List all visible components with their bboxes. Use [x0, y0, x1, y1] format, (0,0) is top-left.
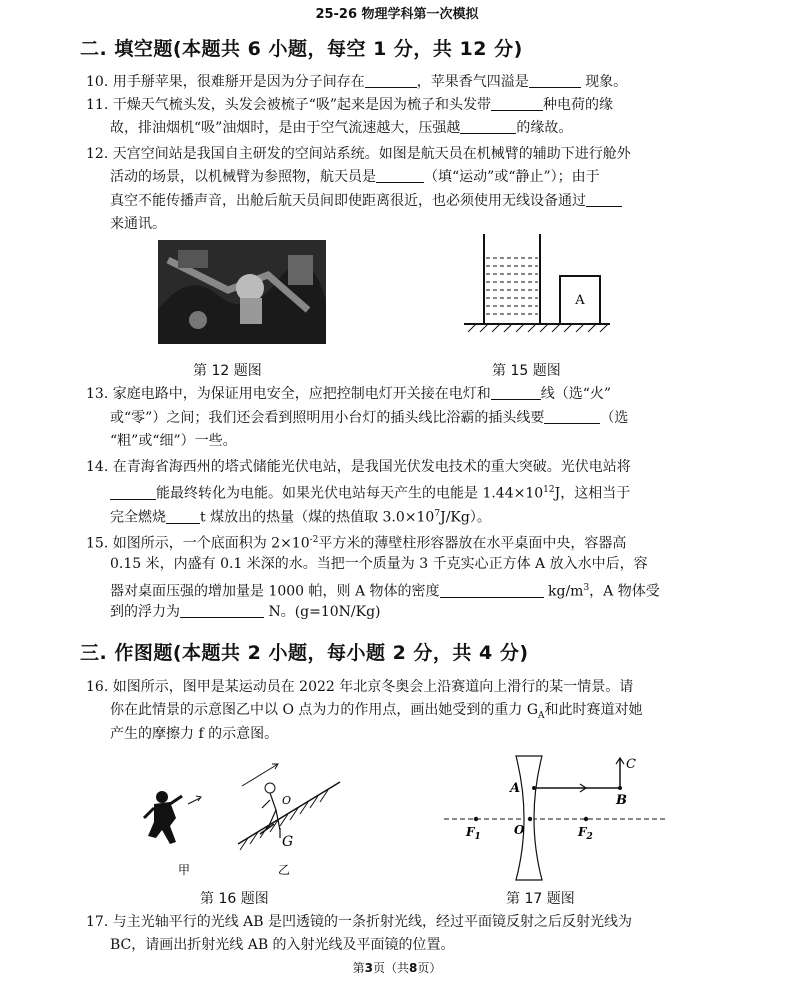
figure-17-caption: 第 17 题图: [506, 891, 575, 907]
label-c: C: [626, 757, 636, 772]
label-yi: 乙: [278, 863, 291, 877]
question-16-line-1: 16. 如图所示，图甲是某运动员在 2022 年北京冬奥会上沿赛道向上滑行的某一情景。请: [86, 679, 634, 695]
question-13-line-2: 或“零”）之间；我们还会看到照明用小台灯的插头线比浴霸的插头线要 （选: [110, 410, 629, 426]
question-11-line-1: 11. 干燥天气梳头发，头发会被梳子“吸”起来是因为梳子和头发带 种电荷的缘: [86, 97, 614, 113]
focus-f1: [474, 817, 478, 821]
answer-blank: [544, 409, 600, 424]
question-12-line-3: 真空不能传播声音，出舱后航天员间即使距离很近，也必须使用无线设备通过: [110, 191, 622, 211]
answer-blank: [180, 603, 264, 618]
exam-header: 25-26 物理学科第一次模拟: [315, 7, 479, 22]
label-o: O: [282, 794, 292, 807]
question-17-line-2: BC，请画出折射光线 AB 的入射光线及平面镜的位置。: [110, 937, 455, 953]
label-f2: $F_2$: [578, 825, 593, 842]
question-11-line-2: 故，排油烟机“吸”油烟时，是由于空气流速越大，压强越 的缘故。: [110, 120, 573, 136]
question-12-line-2: 活动的场景，以机械臂为参照物，航天员是 （填“运动”或“静止”）；由于: [110, 169, 600, 185]
question-15-line-3: 器对桌面压强的增加量是 1000 帕，则 A 物体的密度 $kg/m^3$，A 物体受: [110, 583, 660, 600]
point-a: [532, 786, 536, 790]
figure-17-diagram: [440, 752, 670, 882]
answer-blank: [166, 509, 200, 524]
figure-16-caption: 第 16 题图: [200, 891, 269, 907]
figure-12-caption: 第 12 题图: [193, 363, 262, 379]
direction-arrow: [242, 764, 278, 786]
optical-center-o: [528, 817, 532, 821]
answer-blank: [440, 583, 544, 598]
figure-12-photo: [158, 240, 326, 344]
label-g: G: [282, 834, 294, 850]
question-15-line-1: 15. 如图所示，一个底面积为 $2\times 10^{-2}$平方米的薄壁柱形容器放在水平桌面中央，容器高: [86, 535, 627, 552]
figure-15-diagram: [460, 228, 620, 332]
question-15-line-4: 到的浮力为 N。(g=10N/Kg): [110, 604, 381, 620]
answer-blank: [110, 485, 156, 500]
figure-head: [265, 783, 275, 793]
question-16-line-2: 你在此情景的示意图乙中以 O 点为力的作用点，画出她受到的重力 $G_A$和此时赛道对她: [110, 702, 643, 721]
question-14-line-3: 完全燃烧 t 煤放出的热量（煤的热值取 $3.0\times 10^7J/Kg$）。: [110, 509, 491, 526]
answer-blank: [365, 73, 417, 88]
point-b: [618, 786, 622, 790]
label-o: O: [514, 823, 525, 837]
answer-blank: [529, 73, 581, 88]
question-13-line-3: “粗”或“细”）一些。: [110, 433, 237, 449]
question-14-line-1: 14. 在青海省海西州的塔式储能光伏电站，是我国光伏发电技术的重大突破。光伏电站将: [86, 459, 631, 475]
section-2-title: 二. 填空题(本题共 6 小题，每空 1 分，共 12 分): [80, 38, 523, 60]
block-a-label: A: [575, 293, 585, 308]
page-footer: 第3页（共8页）: [352, 961, 442, 975]
skater-silhouette: [144, 791, 201, 844]
question-13-line-1: 13. 家庭电路中，为保证用电安全，应把控制电灯开关接在电灯和 线（选“火”: [86, 386, 612, 402]
slope-diagram: [238, 764, 340, 850]
water: [486, 258, 538, 314]
question-14-line-2: 能最终转化为电能。如果光伏电站每天产生的电能是 $1.44\times 10^{12}J$，这相当于: [110, 480, 630, 504]
answer-blank: [491, 385, 541, 400]
question-15-line-2: 0.15 米，内盛有 0.1 米深的水。当把一个质量为 3 千克实心正方体 A 放入水中后，容: [110, 556, 648, 572]
answer-blank: [460, 119, 516, 134]
section-3-title: 三. 作图题(本题共 2 小题，每小题 2 分，共 4 分): [80, 642, 529, 664]
answer-blank: [586, 192, 622, 207]
question-12-line-4: 来通讯。: [110, 216, 166, 232]
table-hatching: [468, 324, 608, 332]
question-12-line-1: 12. 天宫空间站是我国自主研发的空间站系统。如图是航天员在机械臂的辅助下进行舱外: [86, 146, 631, 162]
focus-f2: [584, 817, 588, 821]
label-a: A: [510, 781, 521, 796]
figure-16-diagram: [130, 752, 350, 882]
container: [484, 234, 540, 324]
question-16-line-3: 产生的摩擦力 f 的示意图。: [110, 726, 279, 742]
question-17-line-1: 17. 与主光轴平行的光线 AB 是凹透镜的一条折射光线，经过平面镜反射之后反射光线为: [86, 914, 633, 930]
figure-15-caption: 第 15 题图: [492, 363, 561, 379]
answer-blank: [491, 96, 543, 111]
label-jia: 甲: [178, 863, 191, 877]
question-10: 10. 用手掰苹果，很难掰开是因为分子间存在 ，苹果香气四溢是 现象。: [86, 74, 628, 90]
answer-blank: [376, 168, 424, 183]
label-f1: $F_1$: [466, 825, 481, 842]
label-b: B: [616, 793, 627, 808]
